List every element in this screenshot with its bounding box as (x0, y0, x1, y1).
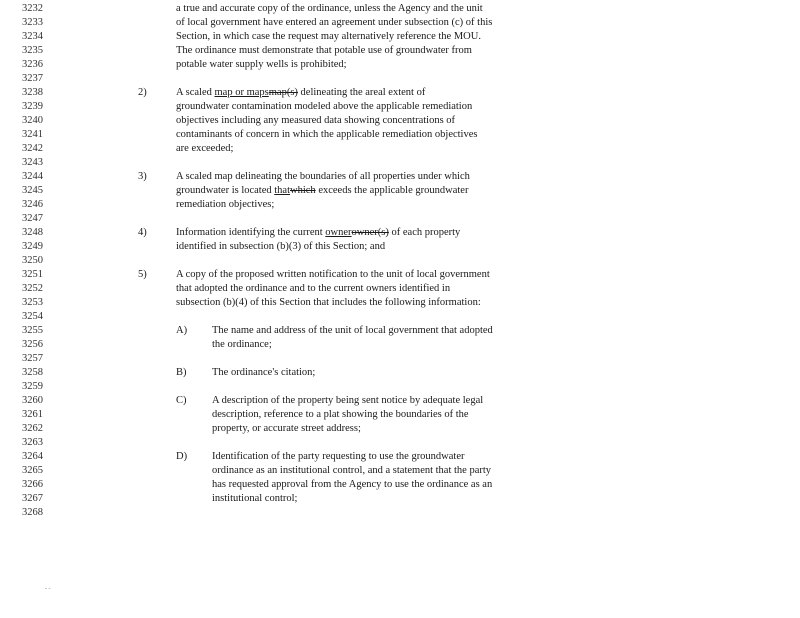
line-number: 3240 (22, 115, 43, 126)
line-number: 3243 (22, 157, 43, 168)
line-number: 3247 (22, 213, 43, 224)
line-number: 3246 (22, 199, 43, 210)
item-marker: 4) (138, 227, 147, 238)
text-line: remediation objectives; (176, 199, 275, 210)
line-number: 3254 (22, 311, 43, 322)
text-segment: Information identifying the current (176, 227, 326, 238)
line-number: 3268 (22, 507, 43, 518)
line-number: 3259 (22, 381, 43, 392)
line-number: 3244 (22, 171, 43, 182)
line-number: 3237 (22, 73, 43, 84)
text-line: groundwater contamination modeled above the applicable remediation (176, 101, 473, 112)
line-number: 3250 (22, 255, 43, 266)
inserted-text: map or maps (214, 87, 269, 98)
line-number: 3234 (22, 31, 43, 42)
text-line: Identification of the party requesting to use the groundwater (212, 451, 465, 462)
line-number: 3238 (22, 87, 43, 98)
page-footer-mark: - - (45, 586, 51, 592)
line-number: 3251 (22, 269, 43, 280)
line-number: 3232 (22, 3, 43, 14)
text-segment: exceeds the applicable groundwater (315, 185, 469, 196)
text-line: a true and accurate copy of the ordinance, unless the Agency and the unit (176, 3, 483, 14)
text-line: The name and address of the unit of local government that adopted (212, 325, 493, 336)
item-marker: 3) (138, 171, 147, 182)
line-number: 3263 (22, 437, 43, 448)
text-line (176, 86, 425, 99)
line-number: 3248 (22, 227, 43, 238)
line-number: 3235 (22, 45, 43, 56)
item-marker: A) (176, 325, 188, 336)
text-line: ordinance as an institutional control, and a statement that the party (212, 465, 492, 476)
text-line (176, 184, 468, 197)
text-segment: of each property (388, 227, 461, 238)
line-number: 3241 (22, 129, 43, 140)
line-number: 3266 (22, 479, 43, 490)
text-line: A description of the property being sent notice by adequate legal (212, 395, 484, 406)
line-number: 3265 (22, 465, 43, 476)
text-line: potable water supply wells is prohibited; (176, 59, 347, 70)
text-segment: groundwater is located (176, 185, 275, 196)
item-marker: C) (176, 395, 187, 406)
text-line: are exceeded; (176, 143, 234, 154)
deleted-text: map(s) (268, 87, 298, 98)
text-line: objectives including any measured data showing concentrations of (176, 115, 456, 126)
item-marker: B) (176, 367, 187, 378)
line-number: 3258 (22, 367, 43, 378)
text-line: identified in subsection (b)(3) of this Section; and (176, 241, 386, 252)
text-line: subsection (b)(4) of this Section that includes the following information: (176, 297, 481, 308)
line-number: 3260 (22, 395, 43, 406)
line-number: 3262 (22, 423, 43, 434)
line-number: 3252 (22, 283, 43, 294)
line-number: 3264 (22, 451, 43, 462)
line-number: 3242 (22, 143, 43, 154)
deleted-text: owner(s) (351, 227, 389, 238)
text-segment: delineating the areal extent of (297, 87, 426, 98)
item-marker: D) (176, 451, 188, 462)
text-line: the ordinance; (212, 339, 272, 350)
text-segment: A scaled (176, 87, 215, 98)
item-marker: 5) (138, 269, 147, 280)
line-number: 3236 (22, 59, 43, 70)
line-number: 3256 (22, 339, 43, 350)
line-number: 3233 (22, 17, 43, 28)
line-number: 3245 (22, 185, 43, 196)
inserted-text: that (274, 185, 291, 196)
deleted-text: which (290, 185, 316, 196)
line-number: 3267 (22, 493, 43, 504)
line-number: 3257 (22, 353, 43, 364)
inserted-text: owner (325, 227, 352, 238)
text-line: The ordinance must demonstrate that potable use of groundwater from (176, 45, 472, 56)
text-line: of local government have entered an agreement under subsection (c) of this (176, 17, 493, 28)
text-line (176, 226, 460, 239)
text-line: A copy of the proposed written notification to the unit of local government (176, 269, 490, 280)
text-line: Section, in which case the request may alternatively reference the MOU. (176, 31, 481, 42)
line-number: 3239 (22, 101, 43, 112)
item-marker: 2) (138, 87, 147, 98)
text-line: description, reference to a plat showing the boundaries of the (212, 409, 469, 420)
text-line: contaminants of concern in which the applicable remediation objectives (176, 129, 478, 140)
text-line: The ordinance's citation; (212, 367, 316, 378)
text-line: institutional control; (212, 493, 298, 504)
line-number: 3261 (22, 409, 43, 420)
text-line: that adopted the ordinance and to the current owners identified in (176, 283, 451, 294)
text-line: property, or accurate street address; (212, 423, 361, 434)
text-line: A scaled map delineating the boundaries of all properties under which (176, 171, 470, 182)
line-number: 3249 (22, 241, 43, 252)
text-line: has requested approval from the Agency to use the ordinance as an (212, 479, 493, 490)
line-number: 3253 (22, 297, 43, 308)
line-number: 3255 (22, 325, 43, 336)
